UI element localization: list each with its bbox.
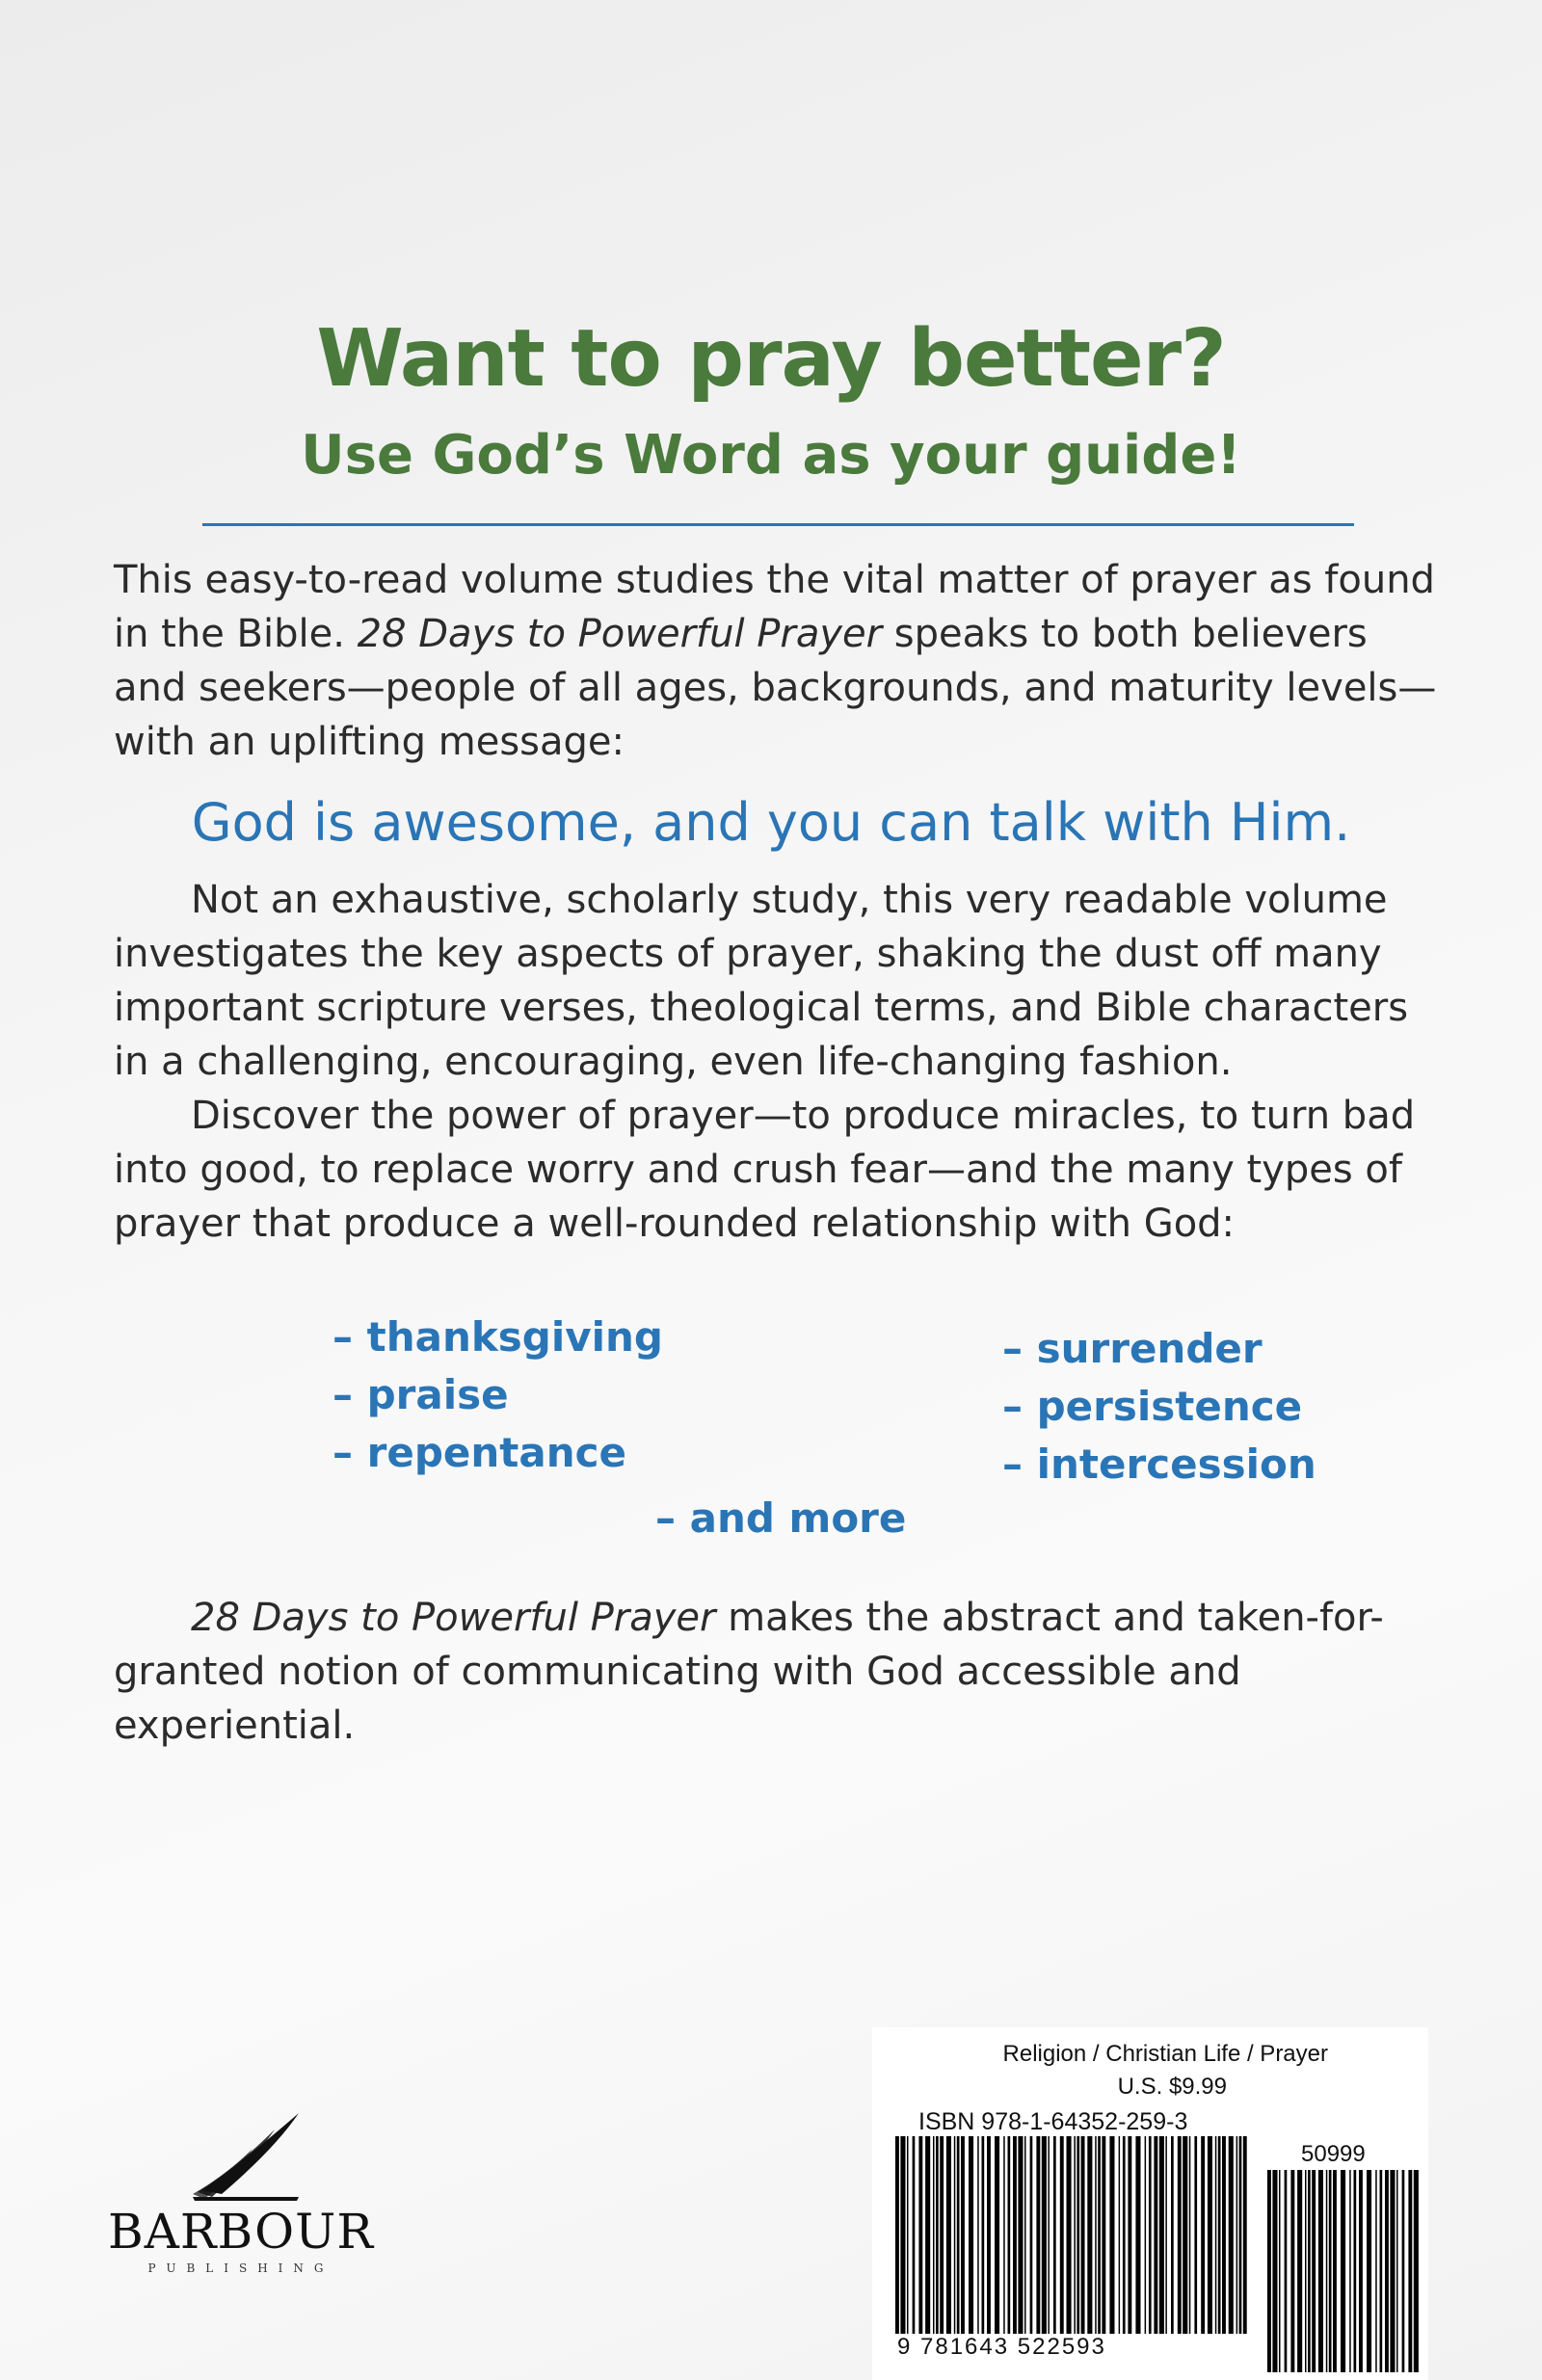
barcode-bar <box>1349 2170 1351 2372</box>
barcode-bar <box>1036 2136 1040 2334</box>
barcode-bar <box>1074 2136 1076 2334</box>
barcode-bar <box>1102 2136 1105 2334</box>
intro-text-2: speaks to both believers and seekers—people of all ages, backgrounds, and maturity levels—with an uplifting message: <box>114 612 1437 764</box>
publisher-sub: PUBLISHING <box>147 2261 334 2275</box>
barcode-bar <box>913 2136 916 2334</box>
barcode-bar <box>1042 2136 1047 2334</box>
barcode-bar <box>907 2136 909 2334</box>
callout-message: God is awesome, and you can talk with Him. <box>191 792 1351 853</box>
barcode-bar <box>1218 2136 1221 2334</box>
barcode-bar <box>1183 2136 1187 2334</box>
barcode-bar <box>1077 2136 1079 2334</box>
barcode-bar <box>1312 2170 1316 2372</box>
barcode-bar <box>1402 2170 1405 2372</box>
barcode-bar <box>1048 2136 1050 2334</box>
closing-book-title: 28 Days to Powerful Prayer <box>191 1596 716 1640</box>
barcode-bar <box>933 2136 935 2334</box>
barcode-bar <box>895 2136 899 2334</box>
barcode-bar <box>1375 2170 1377 2372</box>
barcode-bar <box>1326 2170 1328 2372</box>
barcode-bar <box>1243 2136 1247 2334</box>
barcode-bar <box>1367 2170 1371 2372</box>
prayer-types-more <box>655 1490 906 1547</box>
barcode-digit-text: 9 781643 522593 <box>893 2334 1110 2360</box>
barcode-bar <box>969 2136 973 2334</box>
barcode-bar <box>1222 2136 1226 2334</box>
isbn-label: ISBN 978-1-64352-259-3 <box>918 2108 1188 2135</box>
barcode-bar <box>977 2136 979 2334</box>
barcode-bar <box>995 2136 999 2334</box>
barcode-bar <box>1159 2136 1164 2334</box>
barcode-bar <box>1008 2136 1011 2334</box>
barcode-bar <box>1279 2170 1281 2372</box>
barcode-bar <box>1267 2170 1271 2372</box>
barcode-bar <box>1359 2170 1363 2372</box>
prayer-type-item: – praise <box>332 1371 509 1418</box>
subhead: Use God’s Word as your guide! <box>301 424 1241 487</box>
barcode-bar <box>1145 2136 1147 2334</box>
prayer-type-more: – and more <box>655 1494 907 1542</box>
barcode-bar <box>1171 2136 1174 2334</box>
barcode-bar <box>1380 2170 1383 2372</box>
price-addon-barcode <box>1265 2170 1420 2372</box>
prayer-type-item: – thanksgiving <box>332 1313 663 1361</box>
intro-book-title: 28 Days to Powerful Prayer <box>357 612 883 656</box>
barcode-bar <box>1060 2136 1064 2334</box>
barcode-bar <box>1385 2170 1389 2372</box>
barcode-bar <box>957 2136 960 2334</box>
barcode-bar <box>1414 2170 1419 2372</box>
intro-paragraph <box>114 553 1444 769</box>
barcode-bar <box>1236 2136 1238 2334</box>
open-book-icon <box>183 2105 308 2202</box>
barcode-bar <box>954 2136 956 2334</box>
barcode-bar <box>1208 2136 1212 2334</box>
headline: Want to pray better? <box>316 313 1226 405</box>
divider-rule <box>202 523 1354 526</box>
barcode-bar <box>1272 2170 1277 2372</box>
barcode-bar <box>1013 2136 1017 2334</box>
barcode-bar <box>1123 2136 1126 2334</box>
closing-paragraph <box>114 1591 1444 1753</box>
prayer-types-left <box>332 1309 663 1482</box>
barcode-bar <box>1194 2136 1197 2334</box>
barcode-bar <box>900 2136 905 2334</box>
addon-number: 50999 <box>1301 2141 1366 2167</box>
closing-text: makes the abstract and taken-for-granted notion of communicating with God accessible and experiential. <box>114 1596 1384 1748</box>
barcode-bar <box>1341 2170 1345 2372</box>
barcode-bar <box>1053 2136 1056 2334</box>
barcode-bar <box>918 2136 922 2334</box>
barcode-bar <box>1098 2136 1101 2334</box>
barcode-bar <box>1290 2170 1294 2372</box>
barcode-bar <box>1408 2170 1412 2372</box>
barcode-bar <box>1297 2170 1302 2372</box>
barcode-bar <box>982 2136 985 2334</box>
barcode-bar <box>925 2136 930 2334</box>
barcode-bar <box>1396 2170 1398 2372</box>
barcode-bar <box>1308 2170 1311 2372</box>
barcode-bar <box>1095 2136 1097 2334</box>
paragraph-3: Discover the power of prayer—to produce miracles, to turn bad into good, to replace worry and crush fear—and the many types of prayer that produce a well-rounded relationship with God: <box>114 1094 1416 1246</box>
barcode-bar <box>1229 2136 1234 2334</box>
barcode-bar <box>1189 2136 1191 2334</box>
barcode-bar <box>1390 2170 1395 2372</box>
barcode-bar <box>1128 2136 1131 2334</box>
bisac-category: Religion / Christian Life / Prayer <box>1002 2041 1328 2067</box>
prayer-type-item: – surrender <box>1002 1325 1263 1372</box>
barcode-bar <box>1135 2136 1140 2334</box>
prayer-type-item: – persistence <box>1002 1383 1303 1430</box>
price-label: U.S. $9.99 <box>1117 2074 1227 2100</box>
barcode-bar <box>1215 2136 1217 2334</box>
intro-text-1: This easy-to-read volume studies the vital matter of prayer as found in the Bible. <box>114 558 1435 656</box>
barcode-bar <box>936 2136 939 2334</box>
barcode-bar <box>1081 2136 1085 2334</box>
barcode-digits <box>893 2334 1250 2361</box>
barcode-bar <box>1305 2170 1307 2372</box>
barcode-bar <box>1165 2136 1167 2334</box>
barcode-bar <box>1154 2136 1157 2334</box>
barcode-bar <box>1285 2170 1288 2372</box>
barcode-bar <box>1109 2136 1114 2334</box>
barcode-bar <box>1333 2170 1337 2372</box>
barcode-bar <box>987 2136 991 2334</box>
barcode-bar <box>940 2136 944 2334</box>
barcode-panel <box>872 2027 1428 2380</box>
barcode-bar <box>1087 2136 1092 2334</box>
prayer-type-item: – repentance <box>332 1429 626 1476</box>
barcode-bar <box>1024 2136 1026 2334</box>
barcode-bar <box>1239 2136 1242 2334</box>
barcode-bar <box>946 2136 951 2334</box>
paragraph-2: Not an exhaustive, scholarly study, this very readable volume investigates the key aspects of prayer, shaking the dust off many important scripture verses, theological terms, and Bible characters in a challenging, encouraging, even life-changing fashion. <box>114 878 1409 1084</box>
barcode-bar <box>1354 2170 1357 2372</box>
barcode-bar <box>1318 2170 1323 2372</box>
barcode-bar <box>1201 2136 1205 2334</box>
barcode-bar <box>1149 2136 1152 2334</box>
barcode-bar <box>1119 2136 1121 2334</box>
publisher-name: BARBOUR <box>108 2204 374 2260</box>
barcode-bar <box>961 2136 965 2334</box>
barcode-bar <box>1329 2170 1332 2372</box>
prayer-types-right <box>1002 1320 1316 1494</box>
prayer-type-item: – intercession <box>1002 1441 1316 1488</box>
barcode-bar <box>1018 2136 1023 2334</box>
barcode-bar <box>1003 2136 1005 2334</box>
barcode-bar <box>1067 2136 1072 2334</box>
barcode-bar <box>1178 2136 1182 2334</box>
barcode-bar <box>1030 2136 1033 2334</box>
publisher-logo <box>106 2105 376 2279</box>
